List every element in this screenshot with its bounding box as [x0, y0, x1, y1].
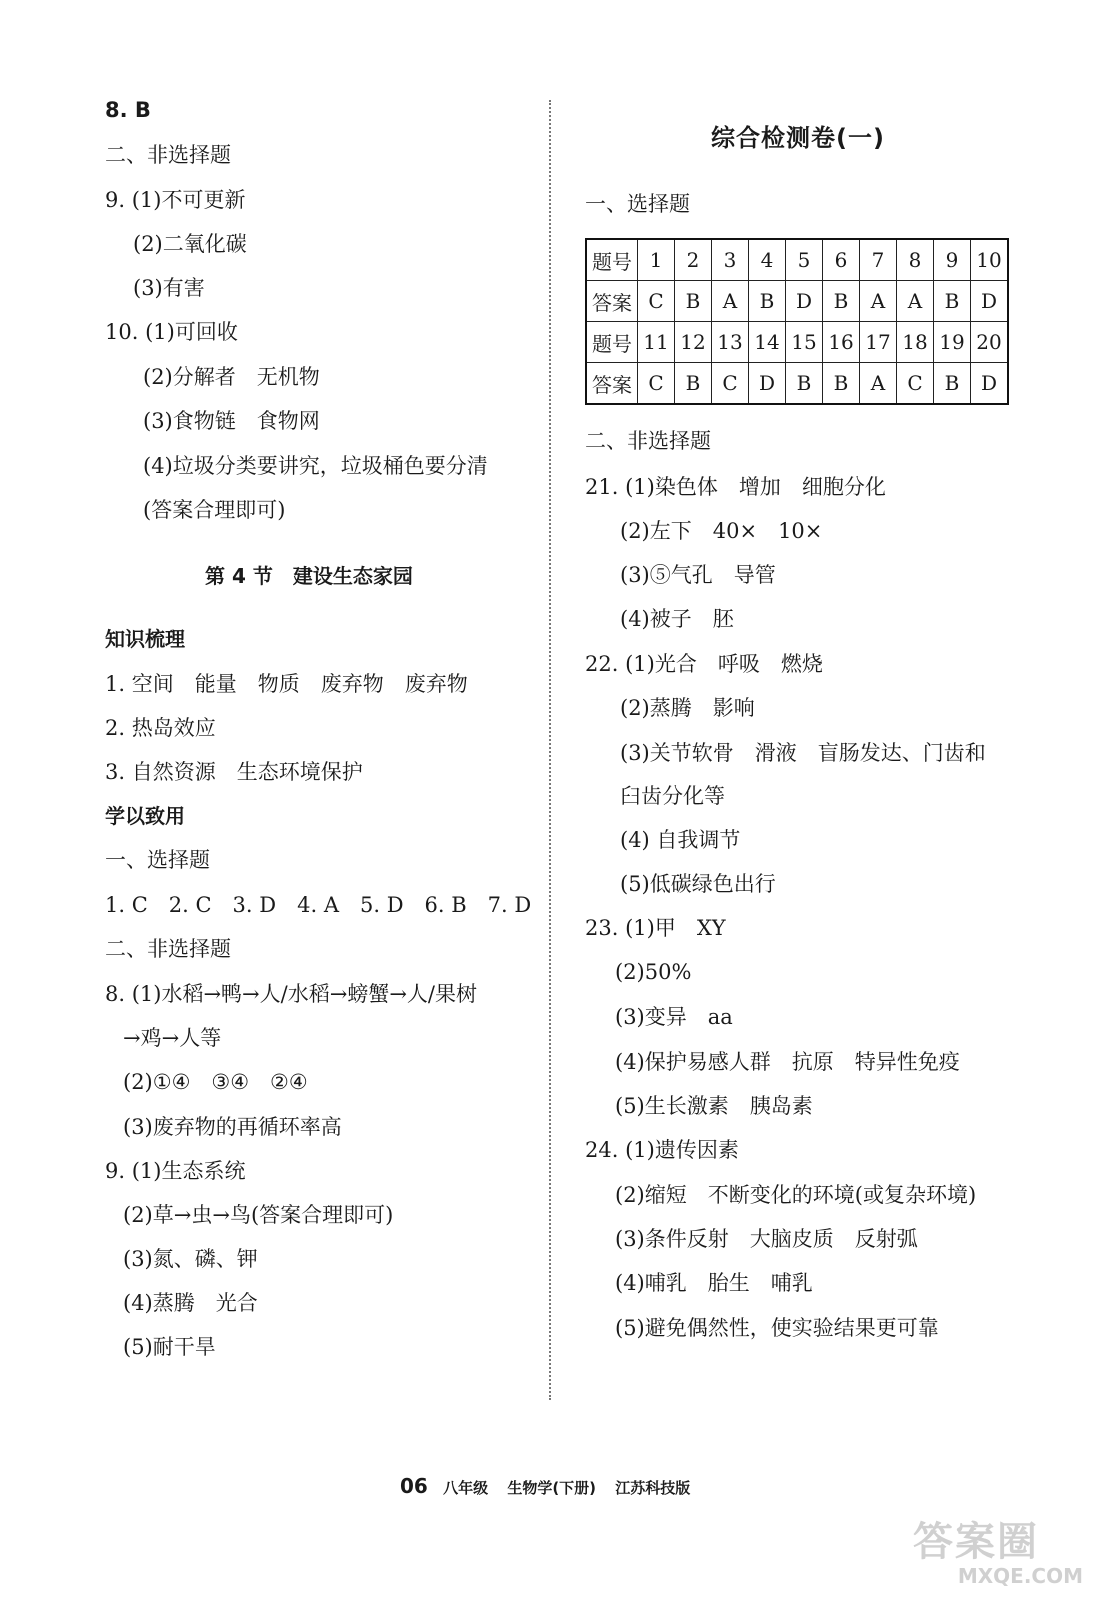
answer-line: (4)垃圾分类要讲究，垃圾桶色要分清: [143, 454, 488, 478]
subsection-heading: 一、选择题: [105, 848, 210, 872]
subsection-heading: 二、非选择题: [585, 429, 711, 453]
subsection-heading: 二、非选择题: [105, 143, 231, 167]
answer-table-cell: 13: [712, 322, 749, 363]
answer-line: (4)被子 胚: [620, 607, 734, 631]
answer-line: (3)有害: [133, 276, 205, 300]
answer-line: 10. (1)可回收: [105, 320, 238, 344]
answer-table-cell: 1: [638, 239, 675, 281]
answer-line: →鸡→人等: [123, 1026, 222, 1050]
answer-table-cell: A: [897, 281, 934, 322]
answer-line: (5)避免偶然性，使实验结果更可靠: [615, 1316, 939, 1340]
answer-table-cell: A: [860, 363, 897, 405]
answer-line: 9. (1)生态系统: [105, 1159, 246, 1183]
answer-table-header-cell: 题号: [586, 322, 638, 363]
answer-table-cell: B: [675, 363, 712, 405]
subsection-heading: 二、非选择题: [105, 937, 231, 961]
answer-table-cell: 11: [638, 322, 675, 363]
answer-line: 8. (1)水稻→鸭→人/水稻→螃蟹→人/果树: [105, 982, 477, 1006]
answer-line: 8. B: [105, 98, 151, 122]
answer-table-cell: C: [712, 363, 749, 405]
answer-line: (3)食物链 食物网: [143, 409, 320, 433]
test-title: 综合检测卷(一): [711, 124, 885, 152]
answer-line: (5)耐干旱: [123, 1335, 216, 1359]
answer-line: 1. C 2. C 3. D 4. A 5. D 6. B 7. D: [105, 893, 532, 917]
answer-line: 9. (1)不可更新: [105, 188, 246, 212]
answer-line: (3)关节软骨 滑液 盲肠发达、门齿和: [620, 741, 986, 765]
answer-table-row: [586, 239, 1008, 281]
answer-table-cell: 3: [712, 239, 749, 281]
answer-line: (3)氮、磷、钾: [123, 1247, 258, 1271]
answer-table-cell: B: [675, 281, 712, 322]
answer-table-cell: 17: [860, 322, 897, 363]
answer-line: (答案合理即可): [143, 498, 286, 522]
answer-table-cell: C: [638, 281, 675, 322]
answer-table-row: [586, 363, 1008, 405]
watermark-cn: 答案圈: [913, 1519, 1039, 1565]
answer-table-cell: 19: [934, 322, 971, 363]
answer-line: 1. 空间 能量 物质 废弃物 废弃物: [105, 672, 468, 696]
answer-table-cell: C: [638, 363, 675, 405]
answer-line: (2)草→虫→鸟(答案合理即可): [123, 1203, 394, 1227]
answer-table-cell: 15: [786, 322, 823, 363]
answer-line: (3)⑤气孔 导管: [620, 563, 776, 587]
answer-line: 24. (1)遗传因素: [585, 1138, 739, 1162]
answer-line: 21. (1)染色体 增加 细胞分化: [585, 475, 886, 499]
column-divider: [549, 100, 551, 1400]
answer-table-cell: 10: [971, 239, 1009, 281]
answer-line: (3)变异 aa: [615, 1005, 733, 1029]
answer-line: 22. (1)光合 呼吸 燃烧: [585, 652, 823, 676]
answer-table-header-cell: 答案: [586, 363, 638, 405]
answer-table-cell: D: [786, 281, 823, 322]
answer-table-cell: B: [786, 363, 823, 405]
answer-line: (3)废弃物的再循环率高: [123, 1115, 342, 1139]
answer-line: (4)蒸腾 光合: [123, 1291, 258, 1315]
answer-line: (2)蒸腾 影响: [620, 696, 755, 720]
answer-table-cell: 16: [823, 322, 860, 363]
page-footer: [400, 1474, 704, 1498]
answer-line: 臼齿分化等: [620, 784, 725, 808]
answer-table-header-cell: 答案: [586, 281, 638, 322]
answer-line: (3)条件反射 大脑皮质 反射弧: [615, 1227, 918, 1251]
answer-table-header-cell: 题号: [586, 239, 638, 281]
answer-line: (2)50%: [615, 960, 692, 984]
answer-table-cell: 8: [897, 239, 934, 281]
answer-table-cell: B: [934, 281, 971, 322]
answer-line: 3. 自然资源 生态环境保护: [105, 760, 363, 784]
section-title: 第 4 节 建设生态家园: [205, 564, 413, 588]
answer-line: (4)哺乳 胎生 哺乳: [615, 1271, 813, 1295]
subsection-heading: 一、选择题: [585, 192, 690, 216]
watermark-en: MXQE.COM: [957, 1564, 1083, 1588]
answer-table-cell: C: [897, 363, 934, 405]
answer-table-cell: 4: [749, 239, 786, 281]
answer-table-cell: A: [712, 281, 749, 322]
answer-line: 23. (1)甲 XY: [585, 916, 726, 940]
answer-line: (2)分解者 无机物: [143, 365, 320, 389]
answer-line: (4)保护易感人群 抗原 特异性免疫: [615, 1050, 960, 1074]
answer-line: (2)左下 40× 10×: [620, 519, 823, 543]
answer-table-cell: 7: [860, 239, 897, 281]
answer-line: (5)生长激素 胰岛素: [615, 1094, 813, 1118]
subsection-heading: 知识梳理: [105, 627, 185, 651]
answer-table-row: [586, 322, 1008, 363]
answer-line: (2)①④ ③④ ②④: [123, 1070, 308, 1094]
answer-table-cell: D: [971, 281, 1009, 322]
answer-table-cell: 6: [823, 239, 860, 281]
answer-table-cell: B: [823, 281, 860, 322]
answer-table-cell: 14: [749, 322, 786, 363]
answer-line: (5)低碳绿色出行: [620, 872, 776, 896]
page-number: 06: [400, 1474, 428, 1498]
answer-line: (2)二氧化碳: [133, 232, 247, 256]
answer-table-cell: 5: [786, 239, 823, 281]
footer-grade: 八年级: [443, 1479, 489, 1497]
answer-table-cell: A: [860, 281, 897, 322]
answer-table-cell: 20: [971, 322, 1009, 363]
footer-edition: 江苏科技版: [615, 1479, 691, 1497]
answer-table-cell: B: [749, 281, 786, 322]
answer-table: [585, 238, 1009, 405]
answer-table-cell: 18: [897, 322, 934, 363]
answer-table-cell: D: [971, 363, 1009, 405]
answer-table-row: [586, 281, 1008, 322]
answer-line: (2)缩短 不断变化的环境(或复杂环境): [615, 1183, 977, 1207]
answer-line: (4) 自我调节: [620, 828, 741, 852]
answer-table-cell: D: [749, 363, 786, 405]
subsection-heading: 学以致用: [105, 804, 185, 828]
answer-table-cell: B: [934, 363, 971, 405]
answer-table-cell: B: [823, 363, 860, 405]
answer-table-cell: 9: [934, 239, 971, 281]
answer-table-cell: 2: [675, 239, 712, 281]
answer-table-cell: 12: [675, 322, 712, 363]
answer-line: 2. 热岛效应: [105, 716, 216, 740]
watermark-logo: [913, 1510, 1083, 1590]
footer-subject: 生物学(下册): [507, 1479, 597, 1497]
